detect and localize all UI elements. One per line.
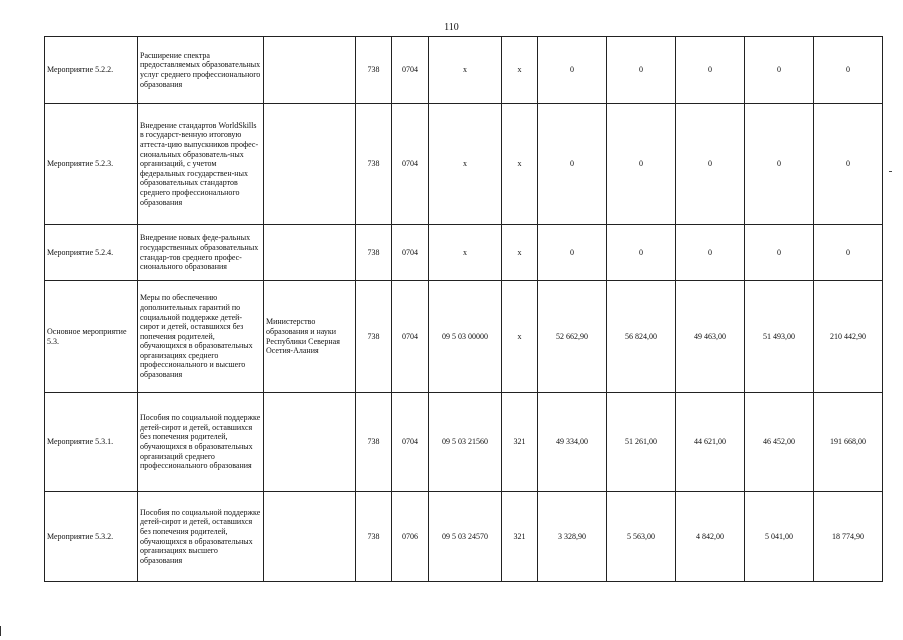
row-value-3: 4 842,00 — [676, 492, 745, 582]
table-row — [45, 281, 883, 393]
row-grbs: 738 — [356, 225, 392, 281]
row-value-2: 5 563,00 — [607, 492, 676, 582]
row-vr: х — [502, 225, 538, 281]
row-description: Внедрение стандартов WorldSkills в государст-венную итоговую аттеста-цию выпускников профес-сиональных образователь-ных организаций, с учетом федеральных государствен-ных образовательных стандартов среднего профессионального образования — [138, 104, 264, 225]
row-csr: х — [429, 37, 502, 104]
table-row — [45, 225, 883, 281]
row-value-1: 0 — [538, 104, 607, 225]
table-row — [45, 37, 883, 104]
row-value-2: 0 — [607, 104, 676, 225]
row-description: Внедрение новых феде-ральных государственных образовательных стандар-тов среднего профес-сионального образования — [138, 225, 264, 281]
row-rzpr: 0704 — [392, 104, 429, 225]
scan-edge-mark — [0, 626, 1, 636]
row-value-3: 49 463,00 — [676, 281, 745, 393]
row-value-total: 191 668,00 — [814, 393, 883, 492]
row-value-3: 0 — [676, 104, 745, 225]
row-value-2: 56 824,00 — [607, 281, 676, 393]
row-value-total: 210 442,90 — [814, 281, 883, 393]
row-csr: 09 5 03 00000 — [429, 281, 502, 393]
row-csr: х — [429, 104, 502, 225]
row-name: Основное мероприятие 5.3. — [45, 281, 138, 393]
row-value-total: 18 774,90 — [814, 492, 883, 582]
budget-table — [44, 36, 883, 582]
table-row — [45, 393, 883, 492]
row-grbs: 738 — [356, 492, 392, 582]
row-rzpr: 0704 — [392, 37, 429, 104]
table-row — [45, 492, 883, 582]
row-executor — [264, 104, 356, 225]
row-executor — [264, 393, 356, 492]
row-vr: х — [502, 281, 538, 393]
row-vr: 321 — [502, 393, 538, 492]
row-value-3: 0 — [676, 225, 745, 281]
row-csr: 09 5 03 21560 — [429, 393, 502, 492]
row-vr: х — [502, 104, 538, 225]
row-value-4: 46 452,00 — [745, 393, 814, 492]
row-value-4: 0 — [745, 225, 814, 281]
row-executor — [264, 492, 356, 582]
row-value-1: 0 — [538, 37, 607, 104]
row-grbs: 738 — [356, 37, 392, 104]
row-rzpr: 0704 — [392, 393, 429, 492]
row-vr: 321 — [502, 492, 538, 582]
row-name: Мероприятие 5.2.4. — [45, 225, 138, 281]
row-value-total: 0 — [814, 225, 883, 281]
row-name: Мероприятие 5.2.3. — [45, 104, 138, 225]
row-rzpr: 0704 — [392, 281, 429, 393]
row-grbs: 738 — [356, 104, 392, 225]
row-value-2: 0 — [607, 225, 676, 281]
table-row — [45, 104, 883, 225]
row-description: Пособия по социальной поддержке детей-сирот и детей, оставшихся без попечения родителей, обучающихся в образовательных организаций среднего профессионального образования — [138, 393, 264, 492]
row-csr: 09 5 03 24570 — [429, 492, 502, 582]
row-value-4: 0 — [745, 104, 814, 225]
row-value-4: 51 493,00 — [745, 281, 814, 393]
row-vr: х — [502, 37, 538, 104]
row-executor — [264, 37, 356, 104]
row-grbs: 738 — [356, 281, 392, 393]
row-value-2: 0 — [607, 37, 676, 104]
row-description: Меры по обеспечению дополнительных гарантий по социальной поддержке детей-сирот и детей, оставшихся без попечения родителей, обучающихся в образовательных организациях среднего профессионального и высшего образования — [138, 281, 264, 393]
row-name: Мероприятие 5.3.2. — [45, 492, 138, 582]
row-value-total: 0 — [814, 104, 883, 225]
row-value-3: 0 — [676, 37, 745, 104]
row-name: Мероприятие 5.2.2. — [45, 37, 138, 104]
page-number: 110 — [444, 22, 459, 33]
row-executor — [264, 225, 356, 281]
row-rzpr: 0706 — [392, 492, 429, 582]
row-grbs: 738 — [356, 393, 392, 492]
row-csr: х — [429, 225, 502, 281]
row-value-total: 0 — [814, 37, 883, 104]
row-value-1: 3 328,90 — [538, 492, 607, 582]
row-value-1: 49 334,00 — [538, 393, 607, 492]
row-value-4: 5 041,00 — [745, 492, 814, 582]
row-name: Мероприятие 5.3.1. — [45, 393, 138, 492]
row-description: Пособия по социальной поддержке детей-сирот и детей, оставшихся без попечения родителей, обучающихся в образовательных организациях высшего образования — [138, 492, 264, 582]
row-value-2: 51 261,00 — [607, 393, 676, 492]
row-value-3: 44 621,00 — [676, 393, 745, 492]
row-value-1: 52 662,90 — [538, 281, 607, 393]
row-executor: Министерство образования и науки Республики Северная Осетия-Алания — [264, 281, 356, 393]
row-rzpr: 0704 — [392, 225, 429, 281]
row-value-1: 0 — [538, 225, 607, 281]
row-value-4: 0 — [745, 37, 814, 104]
scan-dot-mark — [889, 171, 892, 172]
row-description: Расширение спектра предоставляемых образовательных услуг среднего профессионального образования — [138, 37, 264, 104]
